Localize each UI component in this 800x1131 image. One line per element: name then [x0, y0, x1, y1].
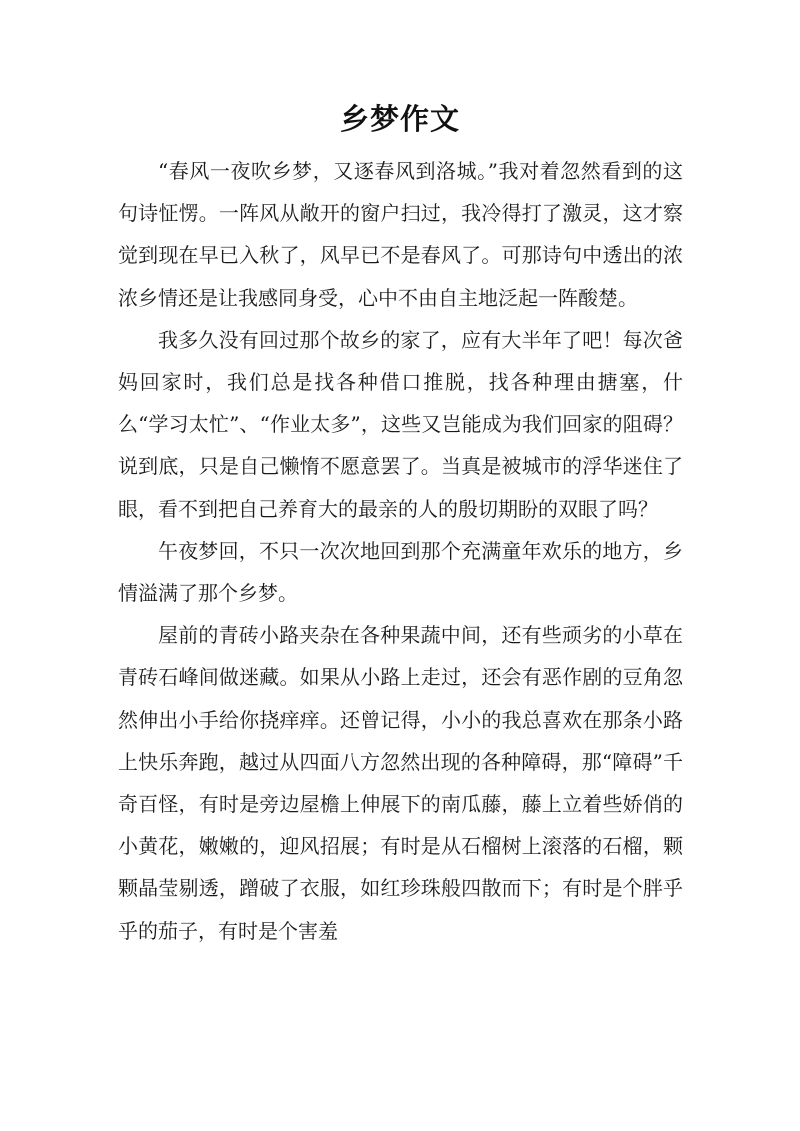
paragraph-4: 屋前的青砖小路夹杂在各种果蔬中间，还有些顽劣的小草在青砖石峰间做迷藏。如果从小路上走过，还会有恶作剧的豆角忽然伸出小手给你挠痒痒。还曾记得，小小的我总喜欢在那条小路上快乐奔跑，越过从四面八方忽然出现的各种障碍，那“障碍”千奇百怪，有时是旁边屋檐上伸展下的南瓜藤，藤上立着些娇俏的小黄花，嫩嫩的，迎风招展；有时是从石榴树上滚落的石榴，颗颗晶莹剔透，蹭破了衣服，如红珍珠般四散而下；有时是个胖乎乎的茄子，有时是个害羞 — [118, 623, 683, 943]
paragraph-1: “春风一夜吹乡梦，又逐春风到洛城。”我对着忽然看到的这句诗怔愣。一阵风从敞开的窗户扫过，我冷得打了激灵，这才察觉到现在早已入秋了，风早已不是春风了。可那诗句中透出的浓浓乡情还是让我感同身受，心中不由自主地泛起一阵酸楚。 — [118, 159, 683, 310]
page-title: 乡梦作文 — [339, 102, 460, 136]
paragraph-3: 午夜梦回，不只一次次地回到那个充满童年欢乐的地方，乡情溢满了那个乡梦。 — [118, 538, 683, 606]
essay-body — [118, 150, 683, 952]
paragraph-2: 我多久没有回过那个故乡的家了，应有大半年了吧！每次爸妈回家时，我们总是找各种借口推脱，找各种理由搪塞，什么“学习太忙”、“作业太多”，这些又岂能成为我们回家的阻碍？说到底，只是自己懒惰不愿意罢了。当真是被城市的浮华迷住了眼，看不到把自己养育大的最亲的人的殷切期盼的双眼了吗？ — [118, 327, 683, 521]
